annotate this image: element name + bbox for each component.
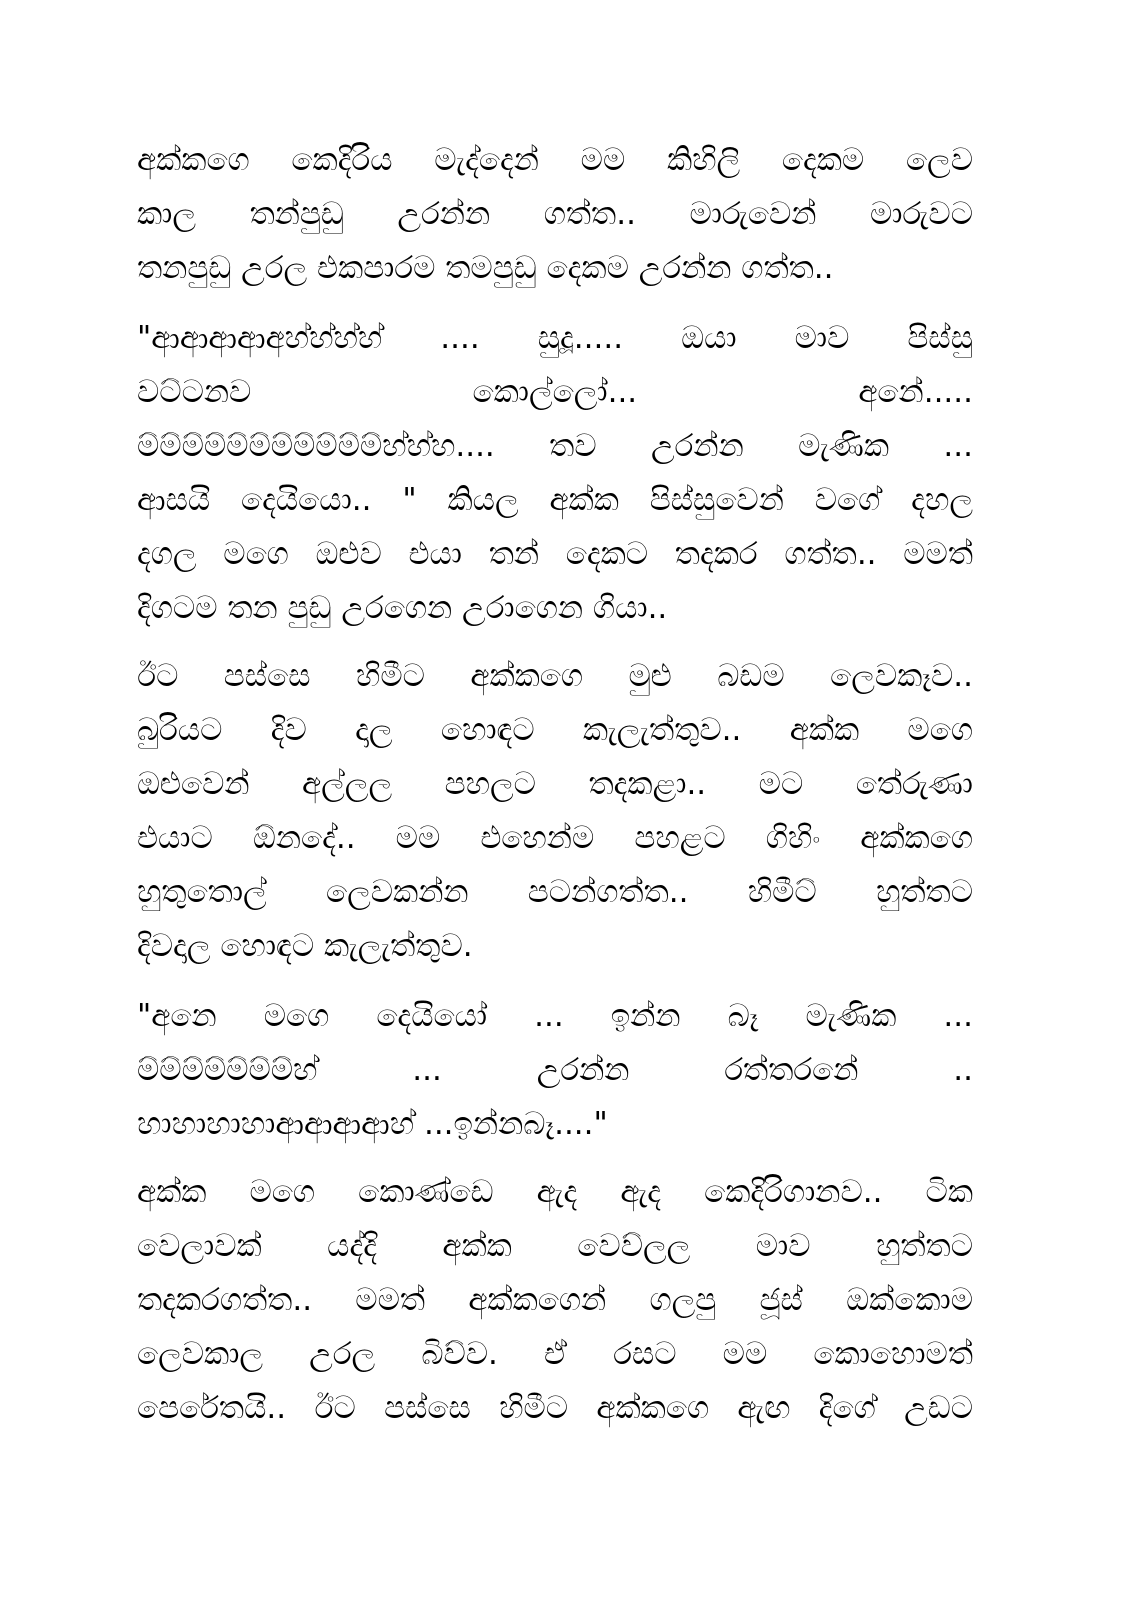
text-line: ලෙවකාල උරල බිව්ව. ඒ රසට මම කොහොමත් (137, 1336, 973, 1372)
paragraph (137, 311, 973, 635)
text-line: එයාට ඕනදේ.. මම එහෙන්ම පහළට ගිහිං අක්කගෙ (137, 820, 973, 856)
paragraph (137, 1165, 973, 1435)
text-line: "අනෙ මගෙ දෙයියෝ ... ඉන්න බෑ මැණික ... (137, 998, 973, 1034)
text-line: පෙරේතයි.. ඊට පස්සෙ හිමීට අක්කගෙ ඇඟ දිගේ උඩට (137, 1390, 973, 1426)
text-line: දගල මගෙ ඔළුව එයා තන් දෙකට තදකර ගත්ත.. මමත් (137, 536, 973, 572)
text-line: ආසයි දෙයියො.. " කියල අක්ක පිස්සුවෙන් වගේ දහල (137, 482, 973, 518)
paragraph (137, 133, 973, 295)
text-line: දිවදාල හොඳට කැලැත්තුව. (137, 928, 473, 964)
text-line: "ආආආආඅහ්හ්හ්හ් .... සුදූ..... ඔයා මාව පිස්සු (137, 320, 973, 356)
text-line: ම්ම්ම්ම්ම්ම්ම්ම්ම්ම්ම්හ්හ්හ.... තව උරන්න මැණික ... (137, 428, 973, 464)
paragraph (137, 989, 973, 1151)
text-line: අක්කගෙ කෙදිරිය මැද්දෙන් මම කිහිලි දෙකම ලෙව (137, 142, 973, 178)
text-line: කාල තන්පුඩු උරන්න ගත්ත.. මාරුවෙන් මාරුවට (137, 196, 973, 232)
text-line: වෙලාවක් යද්දි අක්ක වෙව්ලල මාව හුත්තට (137, 1228, 973, 1264)
text-line: තනපුඩු උරල එකපාරම තමපුඩු දෙකම උරන්න ගත්ත.. (137, 250, 834, 286)
text-line: ඊට පස්සෙ හිමීට අක්කගෙ මුළු බඩම ලෙවකෑව.. (137, 658, 973, 694)
paragraph (137, 649, 973, 973)
text-line: හුතුතොල් ලෙවකන්න පටන්ගත්ත.. හිමීට් හුත්තට (137, 874, 973, 910)
text-line: ම්ම්ම්ම්ම්ම්ම්හ් ... උරන්න රත්තරනේ .. (137, 1052, 973, 1088)
text-line: වට්ටනව කොල්ලෝ... අනේ..... (137, 374, 973, 410)
text-line: අක්ක මගෙ කොණ්ඩෙ ඇද ඇද කෙදිරිගානව.. ටික (137, 1174, 973, 1210)
text-line: හාහාහාහාආආආආහ් ...ඉන්නබෑ...." (137, 1106, 608, 1142)
text-line: තදකරගත්ත.. මමත් අක්කගෙන් ගලපු ජූස් ඔක්කොම (137, 1282, 973, 1318)
text-line: බුරියට දිව දාල හොඳට කැලැත්තුව.. අක්ක මගෙ (137, 712, 973, 748)
text-line: ඔළුවෙන් අල්ලල පහලට තදකළා.. මට තේරුණා (137, 766, 973, 802)
text-line: දිගටම තන පුඩු උරගෙන උරාගෙන ගියා.. (137, 590, 668, 626)
